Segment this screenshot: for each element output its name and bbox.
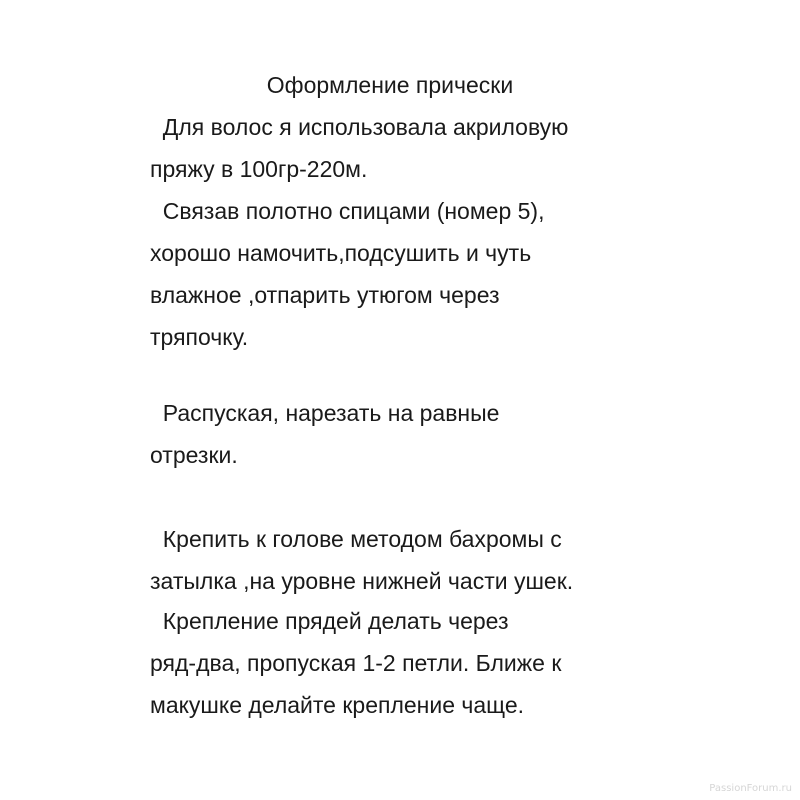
text-line: Связав полотно спицами (номер 5), bbox=[150, 198, 545, 224]
text-line: Распуская, нарезать на равные bbox=[150, 400, 500, 426]
text-line: макушке делайте крепление чаще. bbox=[150, 692, 525, 718]
text-line: ряд-два, пропуская 1-2 петли. Ближе к bbox=[150, 650, 562, 676]
text-line: отрезки. bbox=[150, 442, 238, 468]
text-line: Крепление прядей делать через bbox=[150, 608, 509, 634]
text-line: влажное ,отпарить утюгом через bbox=[150, 282, 500, 308]
text-line: затылка ,на уровне нижней части ушек. bbox=[150, 568, 574, 594]
text-line: хорошо намочить,подсушить и чуть bbox=[150, 240, 532, 266]
text-line: Крепить к голове методом бахромы с bbox=[150, 526, 562, 552]
watermark: PassionForum.ru bbox=[709, 783, 792, 794]
document-title: Оформление прически bbox=[266, 72, 514, 98]
text-line: пряжу в 100гр-220м. bbox=[150, 156, 368, 182]
text-line: тряпочку. bbox=[150, 324, 249, 350]
text-line: Для волос я использовала акриловую bbox=[150, 114, 569, 140]
